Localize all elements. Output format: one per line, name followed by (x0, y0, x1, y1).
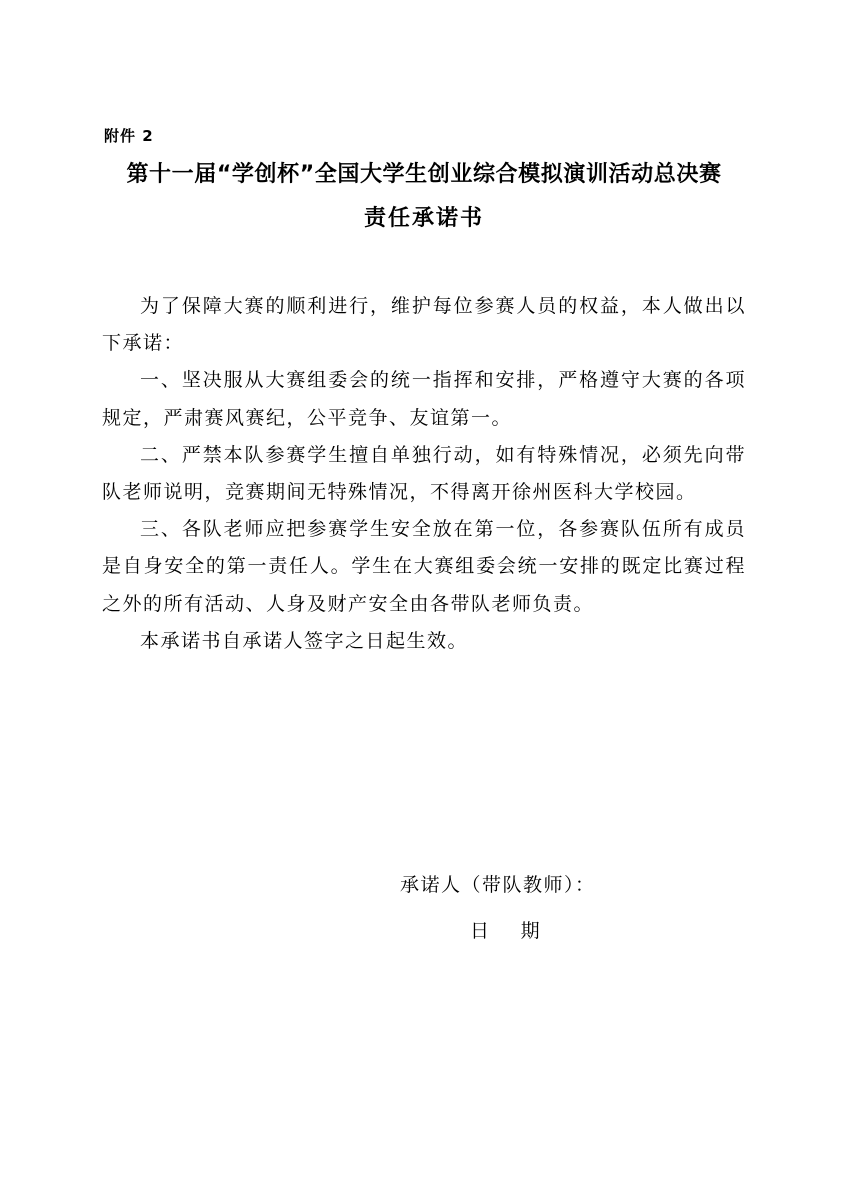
signature-label: 承诺人（带队教师）： (400, 874, 596, 896)
document-title-line-2: 责任承诺书 (363, 206, 484, 231)
commitment-body (102, 288, 746, 660)
intro-paragraph: 为了保障大赛的顺利进行，维护每位参赛人员的权益，本人做出以下承诺： (102, 295, 746, 355)
clause-1-paragraph: 一、坚决服从大赛组委会的统一指挥和安排，严格遵守大赛的各项规定，严肃赛风赛纪，公平竞争、友谊第一。 (102, 369, 746, 429)
date-label: 日 期 (470, 920, 542, 942)
clause-2-paragraph: 二、严禁本队参赛学生擅自单独行动，如有特殊情况，必须先向带队老师说明，竞赛期间无特殊情况，不得离开徐州医科大学校园。 (102, 443, 746, 504)
effective-clause-paragraph: 本承诺书自承诺人签字之日起生效。 (140, 629, 469, 652)
clause-3-paragraph: 三、各队老师应把参赛学生安全放在第一位，各参赛队伍所有成员是自身安全的第一责任人。学生在大赛组委会统一安排的既定比赛过程之外的所有活动、人身及财产安全由各带队老师负责。 (102, 518, 746, 615)
document-title-line-1: 第十一届“学创杯”全国大学生创业综合模拟演训活动总决赛 (126, 162, 722, 187)
attachment-label: 附件 2 (104, 127, 154, 145)
